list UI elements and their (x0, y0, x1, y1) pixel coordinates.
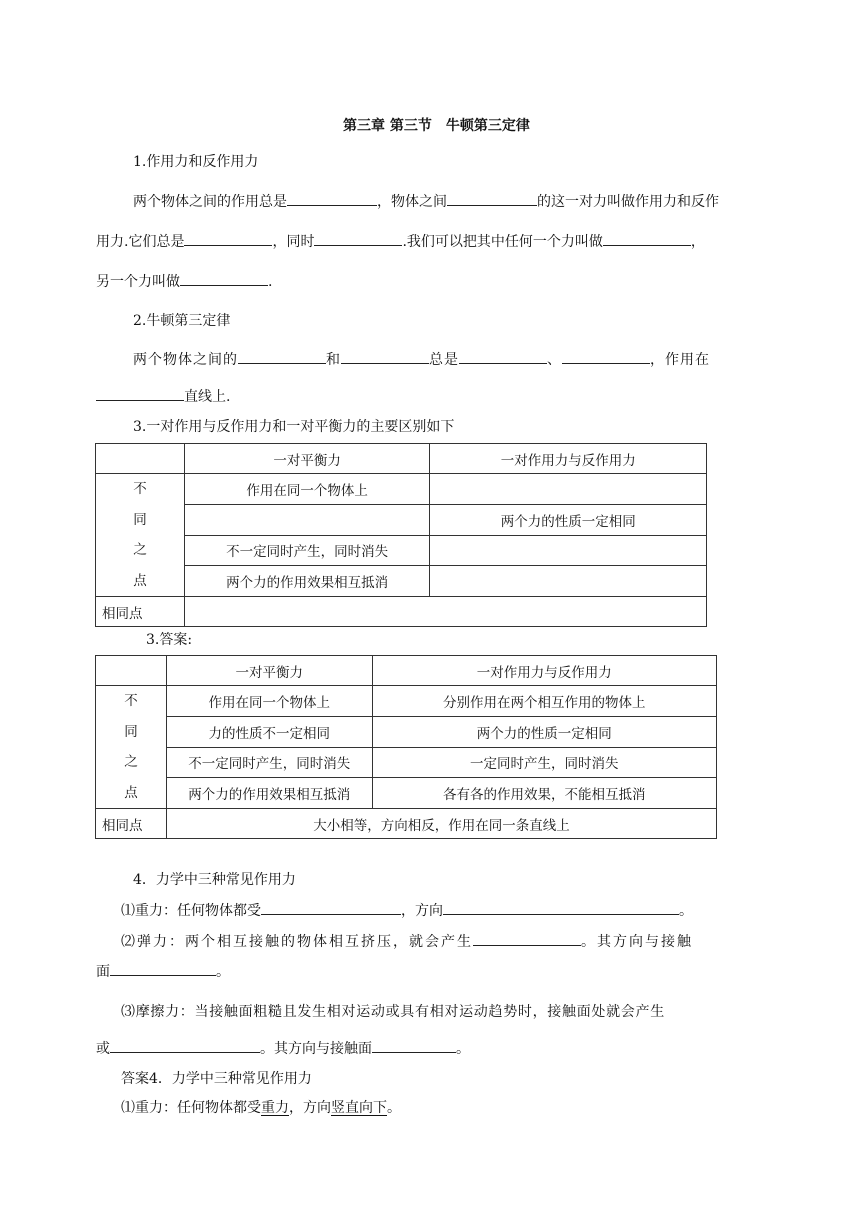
text: ，作用在 (650, 352, 710, 368)
text: 、 (547, 352, 562, 368)
text: .我们可以把其中任何一个力叫做 (402, 234, 603, 250)
col-header: 一对平衡力 (166, 656, 372, 686)
blank (184, 231, 272, 246)
corner-cell (96, 444, 185, 474)
text: ⑴重力：任何物体都受 (121, 1100, 261, 1116)
label-char: 点 (124, 784, 138, 801)
answer-underlined: 重力 (261, 1100, 289, 1116)
section-3-heading: 3.一对作用与反作用力和一对平衡力的主要区别如下 (133, 419, 455, 435)
text: 用力.它们总是 (96, 234, 185, 250)
text: 。 (456, 1041, 470, 1057)
label-char: 不 (133, 481, 147, 497)
table-cell: 不一定同时产生，同时消失 (184, 535, 430, 566)
page-title: 第三章 第三节 牛顿第三定律 (343, 118, 530, 134)
section-1-heading: 1.作用力和反作用力 (133, 154, 259, 170)
blank (473, 933, 581, 946)
same-value: 大小相等，方向相反，作用在同一条直线上 (166, 809, 716, 839)
blank (287, 191, 377, 206)
blank (314, 231, 402, 246)
table-cell (430, 566, 707, 597)
diff-label (96, 686, 167, 809)
text: . (268, 274, 273, 290)
label-char: 同 (133, 511, 147, 528)
label-char: 之 (124, 754, 138, 770)
blank (341, 349, 429, 364)
section-1-line-3 (96, 271, 272, 291)
text: 总是 (429, 352, 459, 368)
table-cell (430, 474, 707, 505)
text: 。其方向与接触面 (260, 1041, 372, 1057)
blank (562, 349, 650, 364)
same-label: 相同点 (96, 809, 167, 839)
section-1-line-2 (96, 231, 705, 251)
blank (459, 349, 547, 364)
section-4-heading: 4．力学中三种常见作用力 (133, 872, 296, 888)
text: ，方向 (289, 1100, 331, 1116)
text: 。 (387, 1100, 401, 1116)
text: ，方向 (401, 903, 443, 919)
table-cell: 两个力的性质一定相同 (372, 716, 716, 747)
table-cell: 分别作用在两个相互作用的物体上 (372, 686, 716, 717)
table-cell: 各有各的作用效果，不能相互抵消 (372, 778, 716, 809)
table-cell: 两个力的作用效果相互抵消 (166, 778, 372, 809)
blank (96, 386, 184, 401)
text: 两个物体之间的作用总是 (133, 194, 287, 210)
blank (238, 349, 326, 364)
same-value (184, 597, 706, 627)
text: 两个物体之间的 (133, 352, 238, 368)
section-2-line-1 (133, 349, 710, 369)
blank (180, 271, 268, 286)
table-cell: 两个力的作用效果相互抵消 (184, 566, 430, 597)
blank (261, 902, 401, 915)
section-4-line-3 (96, 961, 230, 981)
blank (603, 231, 691, 246)
table-cell: 作用在同一个物体上 (166, 686, 372, 717)
col-header: 一对作用力与反作用力 (430, 444, 707, 474)
label-char: 同 (124, 723, 138, 740)
text: 或 (96, 1041, 110, 1057)
same-label: 相同点 (96, 597, 185, 627)
answer-4-heading: 答案4．力学中三种常见作用力 (121, 1071, 312, 1087)
blank (443, 902, 679, 915)
col-header: 一对平衡力 (184, 444, 430, 474)
table-cell: 力的性质不一定相同 (166, 716, 372, 747)
text: ⑵弹力：两个相互接触的物体相互挤压，就会产生 (121, 934, 473, 950)
text: 。其方向与接触 (581, 934, 693, 950)
col-header: 一对作用力与反作用力 (372, 656, 716, 686)
blank (372, 1040, 456, 1053)
section-4-line-4: ⑶摩擦力：当接触面粗糙且发生相对运动或具有相对运动趋势时，接触面处就会产生 (121, 1004, 665, 1020)
section-4-line-5 (96, 1038, 470, 1058)
table-cell: 两个力的性质一定相同 (430, 504, 707, 535)
comparison-table-blank (95, 443, 707, 627)
blank (110, 963, 216, 976)
answer-4-line-1 (121, 1097, 401, 1117)
text: ，物体之间 (377, 194, 447, 210)
table-cell (184, 504, 430, 535)
text: 另一个力叫做 (96, 274, 180, 290)
text: 直线上. (184, 389, 231, 405)
section-4-line-1 (121, 900, 693, 920)
answer-3-heading: 3.答案: (146, 632, 193, 648)
blank (447, 191, 537, 206)
blank (110, 1040, 260, 1053)
text: 的这一对力叫做作用力和反作 (537, 194, 719, 210)
table-cell (430, 535, 707, 566)
text: ，同时 (272, 234, 315, 250)
table-cell: 作用在同一个物体上 (184, 474, 430, 505)
table-cell: 不一定同时产生，同时消失 (166, 747, 372, 778)
section-4-line-2 (121, 931, 693, 951)
label-char: 之 (133, 542, 147, 558)
text: 面 (96, 964, 110, 980)
label-char: 点 (133, 572, 147, 589)
text: 和 (326, 352, 341, 368)
comparison-table-answer (95, 655, 717, 839)
text: ， (690, 234, 705, 250)
table-cell: 一定同时产生，同时消失 (372, 747, 716, 778)
corner-cell (96, 656, 167, 686)
section-1-line-1 (133, 191, 719, 211)
text: 。 (679, 903, 693, 919)
section-2-line-2 (96, 386, 230, 406)
text: ⑴重力：任何物体都受 (121, 903, 261, 919)
text: 。 (216, 964, 230, 980)
answer-underlined: 竖直向下 (331, 1100, 387, 1116)
diff-label (96, 474, 185, 597)
label-char: 不 (124, 693, 138, 709)
section-2-heading: 2.牛顿第三定律 (133, 313, 231, 329)
